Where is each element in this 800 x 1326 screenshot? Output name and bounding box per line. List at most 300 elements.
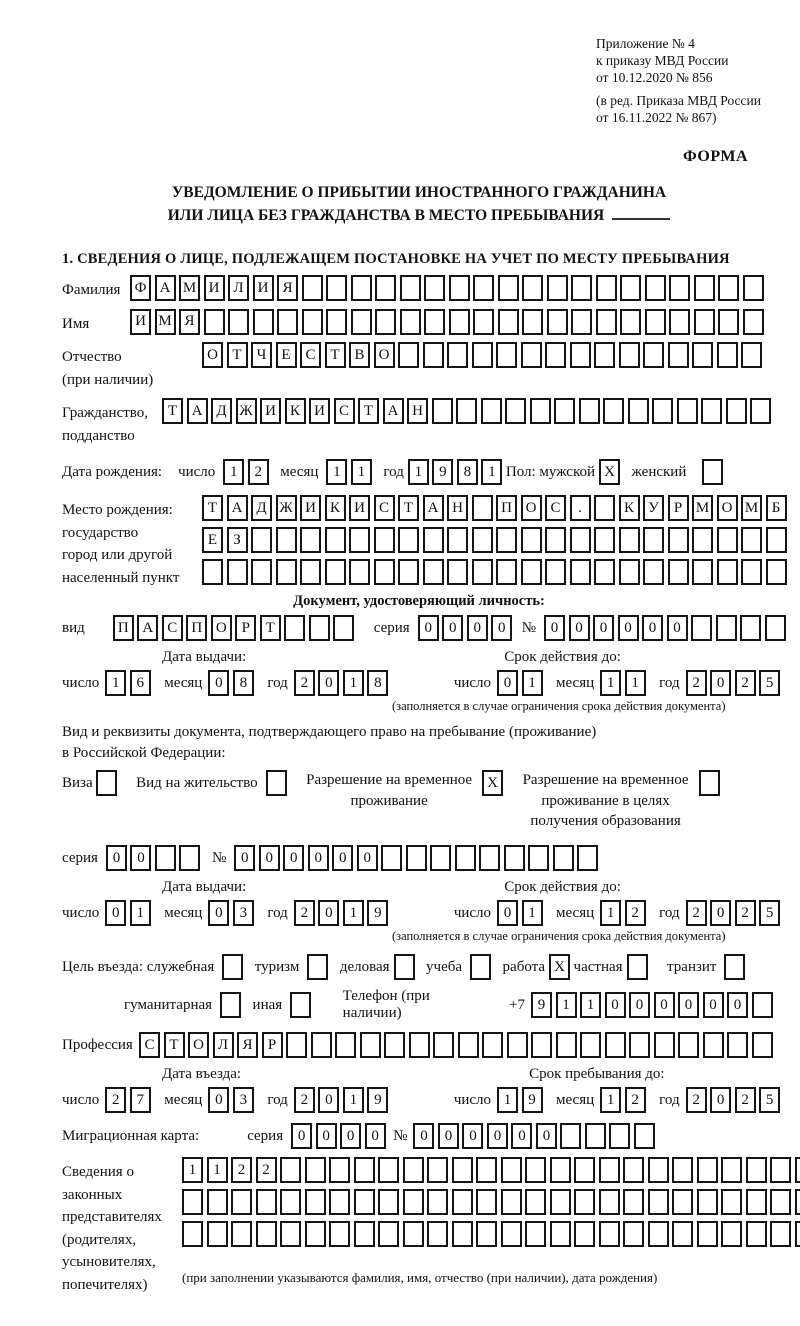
char-cell[interactable] — [522, 275, 543, 301]
char-cell[interactable]: А — [227, 495, 248, 521]
char-cell[interactable]: . — [570, 495, 591, 521]
char-cell[interactable] — [620, 309, 641, 335]
char-cell[interactable] — [724, 954, 745, 980]
char-cell[interactable]: 0 — [340, 1123, 361, 1149]
char-cell[interactable]: Т — [164, 1032, 185, 1058]
char-cell[interactable] — [351, 309, 372, 335]
char-cell[interactable]: 0 — [413, 1123, 434, 1149]
char-cell[interactable]: 0 — [442, 615, 463, 641]
char-cell[interactable] — [472, 527, 493, 553]
char-cell[interactable]: С — [162, 615, 183, 641]
char-cell[interactable]: X — [482, 770, 503, 796]
char-cell[interactable] — [648, 1157, 669, 1183]
char-cell[interactable] — [349, 559, 370, 585]
char-cell[interactable] — [202, 559, 223, 585]
char-cell[interactable]: 0 — [569, 615, 590, 641]
char-cell[interactable]: Т — [162, 398, 183, 424]
char-cell[interactable] — [672, 1189, 693, 1215]
char-cell[interactable] — [634, 1123, 655, 1149]
char-cell[interactable] — [458, 1032, 479, 1058]
char-cell[interactable]: 2 — [248, 459, 269, 485]
char-cell[interactable] — [277, 309, 298, 335]
char-cell[interactable]: О — [717, 495, 738, 521]
char-cell[interactable] — [501, 1157, 522, 1183]
char-cell[interactable] — [643, 342, 664, 368]
char-cell[interactable]: 0 — [703, 992, 724, 1018]
char-cell[interactable]: К — [285, 398, 306, 424]
char-cell[interactable] — [333, 615, 354, 641]
char-cell[interactable] — [605, 1032, 626, 1058]
char-cell[interactable]: 0 — [105, 900, 126, 926]
char-cell[interactable] — [594, 342, 615, 368]
char-cell[interactable] — [691, 615, 712, 641]
char-cell[interactable] — [360, 1032, 381, 1058]
char-cell[interactable] — [329, 1157, 350, 1183]
char-cell[interactable]: X — [599, 459, 620, 485]
char-cell[interactable]: П — [113, 615, 134, 641]
char-cell[interactable]: Т — [358, 398, 379, 424]
char-cell[interactable] — [521, 527, 542, 553]
char-cell[interactable]: 0 — [629, 992, 650, 1018]
char-cell[interactable] — [433, 1032, 454, 1058]
char-cell[interactable] — [672, 1221, 693, 1247]
char-cell[interactable]: 1 — [130, 900, 151, 926]
char-cell[interactable]: 2 — [735, 900, 756, 926]
char-cell[interactable]: М — [155, 309, 176, 335]
char-cell[interactable] — [766, 527, 787, 553]
char-cell[interactable] — [302, 275, 323, 301]
char-cell[interactable]: 0 — [605, 992, 626, 1018]
char-cell[interactable]: В — [349, 342, 370, 368]
char-cell[interactable] — [643, 559, 664, 585]
char-cell[interactable] — [721, 1189, 742, 1215]
char-cell[interactable]: 0 — [259, 845, 280, 871]
char-cell[interactable] — [470, 954, 491, 980]
char-cell[interactable] — [750, 398, 771, 424]
char-cell[interactable] — [623, 1221, 644, 1247]
char-cell[interactable] — [741, 342, 762, 368]
char-cell[interactable]: 1 — [343, 900, 364, 926]
char-cell[interactable] — [770, 1221, 791, 1247]
char-cell[interactable] — [643, 527, 664, 553]
char-cell[interactable]: 0 — [291, 1123, 312, 1149]
char-cell[interactable] — [580, 1032, 601, 1058]
char-cell[interactable]: 9 — [367, 900, 388, 926]
char-cell[interactable] — [398, 342, 419, 368]
char-cell[interactable] — [253, 309, 274, 335]
char-cell[interactable] — [501, 1221, 522, 1247]
char-cell[interactable] — [654, 1032, 675, 1058]
char-cell[interactable] — [603, 398, 624, 424]
char-cell[interactable] — [473, 275, 494, 301]
char-cell[interactable] — [447, 559, 468, 585]
char-cell[interactable] — [668, 527, 689, 553]
char-cell[interactable] — [423, 527, 444, 553]
char-cell[interactable]: 1 — [522, 900, 543, 926]
char-cell[interactable] — [476, 1221, 497, 1247]
char-cell[interactable] — [770, 1189, 791, 1215]
char-cell[interactable]: Р — [235, 615, 256, 641]
char-cell[interactable] — [585, 1123, 606, 1149]
char-cell[interactable]: П — [186, 615, 207, 641]
char-cell[interactable] — [501, 1189, 522, 1215]
char-cell[interactable] — [677, 398, 698, 424]
char-cell[interactable] — [599, 1221, 620, 1247]
char-cell[interactable] — [594, 527, 615, 553]
char-cell[interactable] — [207, 1189, 228, 1215]
char-cell[interactable] — [406, 845, 427, 871]
char-cell[interactable] — [351, 275, 372, 301]
char-cell[interactable]: 8 — [457, 459, 478, 485]
char-cell[interactable]: 9 — [367, 1087, 388, 1113]
char-cell[interactable] — [430, 845, 451, 871]
char-cell[interactable] — [378, 1221, 399, 1247]
char-cell[interactable] — [609, 1123, 630, 1149]
char-cell[interactable] — [554, 398, 575, 424]
char-cell[interactable]: М — [741, 495, 762, 521]
char-cell[interactable] — [507, 1032, 528, 1058]
char-cell[interactable] — [398, 559, 419, 585]
char-cell[interactable]: Ч — [251, 342, 272, 368]
char-cell[interactable]: 1 — [600, 1087, 621, 1113]
char-cell[interactable] — [482, 1032, 503, 1058]
char-cell[interactable] — [629, 1032, 650, 1058]
char-cell[interactable] — [752, 1032, 773, 1058]
char-cell[interactable] — [378, 1157, 399, 1183]
char-cell[interactable] — [309, 615, 330, 641]
char-cell[interactable] — [550, 1157, 571, 1183]
char-cell[interactable]: И — [349, 495, 370, 521]
char-cell[interactable] — [795, 1157, 800, 1183]
char-cell[interactable] — [498, 275, 519, 301]
char-cell[interactable] — [222, 954, 243, 980]
char-cell[interactable]: 2 — [686, 1087, 707, 1113]
char-cell[interactable]: 0 — [497, 670, 518, 696]
char-cell[interactable]: 6 — [130, 670, 151, 696]
char-cell[interactable] — [525, 1157, 546, 1183]
char-cell[interactable] — [427, 1189, 448, 1215]
char-cell[interactable] — [496, 342, 517, 368]
char-cell[interactable] — [472, 559, 493, 585]
char-cell[interactable]: 2 — [294, 670, 315, 696]
char-cell[interactable]: 9 — [522, 1087, 543, 1113]
char-cell[interactable] — [766, 559, 787, 585]
char-cell[interactable]: 3 — [233, 1087, 254, 1113]
char-cell[interactable]: О — [211, 615, 232, 641]
char-cell[interactable]: И — [130, 309, 151, 335]
char-cell[interactable]: О — [521, 495, 542, 521]
char-cell[interactable]: 0 — [487, 1123, 508, 1149]
char-cell[interactable]: Н — [407, 398, 428, 424]
char-cell[interactable]: А — [423, 495, 444, 521]
char-cell[interactable]: И — [260, 398, 281, 424]
char-cell[interactable] — [692, 342, 713, 368]
char-cell[interactable]: 2 — [735, 1087, 756, 1113]
char-cell[interactable]: Т — [227, 342, 248, 368]
char-cell[interactable] — [752, 992, 773, 1018]
char-cell[interactable] — [403, 1221, 424, 1247]
char-cell[interactable]: Ф — [130, 275, 151, 301]
char-cell[interactable] — [718, 275, 739, 301]
char-cell[interactable] — [472, 342, 493, 368]
char-cell[interactable] — [648, 1189, 669, 1215]
char-cell[interactable] — [741, 527, 762, 553]
char-cell[interactable] — [525, 1189, 546, 1215]
char-cell[interactable]: 3 — [233, 900, 254, 926]
char-cell[interactable] — [231, 1189, 252, 1215]
char-cell[interactable] — [305, 1189, 326, 1215]
char-cell[interactable]: 0 — [130, 845, 151, 871]
char-cell[interactable] — [692, 559, 713, 585]
char-cell[interactable] — [449, 309, 470, 335]
char-cell[interactable] — [599, 1189, 620, 1215]
char-cell[interactable] — [335, 1032, 356, 1058]
char-cell[interactable]: 2 — [231, 1157, 252, 1183]
char-cell[interactable] — [326, 275, 347, 301]
char-cell[interactable] — [652, 398, 673, 424]
char-cell[interactable] — [594, 559, 615, 585]
char-cell[interactable]: 0 — [678, 992, 699, 1018]
char-cell[interactable] — [403, 1157, 424, 1183]
char-cell[interactable]: 0 — [710, 670, 731, 696]
char-cell[interactable]: 2 — [625, 1087, 646, 1113]
char-cell[interactable] — [701, 398, 722, 424]
char-cell[interactable]: К — [325, 495, 346, 521]
char-cell[interactable] — [284, 615, 305, 641]
char-cell[interactable] — [290, 992, 311, 1018]
char-cell[interactable] — [545, 559, 566, 585]
char-cell[interactable] — [717, 559, 738, 585]
char-cell[interactable] — [394, 954, 415, 980]
char-cell[interactable] — [424, 275, 445, 301]
char-cell[interactable] — [574, 1221, 595, 1247]
char-cell[interactable] — [228, 309, 249, 335]
char-cell[interactable] — [727, 1032, 748, 1058]
char-cell[interactable] — [570, 527, 591, 553]
char-cell[interactable] — [795, 1221, 800, 1247]
char-cell[interactable]: З — [227, 527, 248, 553]
char-cell[interactable]: О — [188, 1032, 209, 1058]
char-cell[interactable]: 1 — [556, 992, 577, 1018]
char-cell[interactable]: 0 — [316, 1123, 337, 1149]
char-cell[interactable] — [204, 309, 225, 335]
char-cell[interactable]: 1 — [343, 670, 364, 696]
char-cell[interactable] — [449, 275, 470, 301]
char-cell[interactable]: Д — [211, 398, 232, 424]
char-cell[interactable] — [697, 1221, 718, 1247]
char-cell[interactable] — [423, 559, 444, 585]
char-cell[interactable] — [668, 559, 689, 585]
char-cell[interactable] — [574, 1189, 595, 1215]
char-cell[interactable] — [447, 527, 468, 553]
char-cell[interactable]: 1 — [522, 670, 543, 696]
char-cell[interactable] — [718, 309, 739, 335]
char-cell[interactable] — [577, 845, 598, 871]
char-cell[interactable]: 5 — [759, 670, 780, 696]
char-cell[interactable] — [553, 845, 574, 871]
char-cell[interactable] — [741, 559, 762, 585]
char-cell[interactable] — [717, 342, 738, 368]
char-cell[interactable]: 5 — [759, 1087, 780, 1113]
char-cell[interactable]: 1 — [497, 1087, 518, 1113]
char-cell[interactable] — [498, 309, 519, 335]
char-cell[interactable]: 0 — [283, 845, 304, 871]
char-cell[interactable]: 0 — [618, 615, 639, 641]
char-cell[interactable] — [645, 309, 666, 335]
char-cell[interactable]: Б — [766, 495, 787, 521]
char-cell[interactable]: А — [155, 275, 176, 301]
char-cell[interactable] — [96, 770, 117, 796]
char-cell[interactable] — [378, 1189, 399, 1215]
char-cell[interactable] — [740, 615, 761, 641]
char-cell[interactable] — [672, 1157, 693, 1183]
char-cell[interactable]: И — [204, 275, 225, 301]
char-cell[interactable]: И — [300, 495, 321, 521]
char-cell[interactable] — [770, 1157, 791, 1183]
char-cell[interactable] — [179, 845, 200, 871]
char-cell[interactable] — [746, 1157, 767, 1183]
char-cell[interactable] — [329, 1221, 350, 1247]
char-cell[interactable]: 1 — [182, 1157, 203, 1183]
char-cell[interactable]: И — [309, 398, 330, 424]
char-cell[interactable]: О — [374, 342, 395, 368]
char-cell[interactable] — [521, 559, 542, 585]
char-cell[interactable] — [354, 1157, 375, 1183]
char-cell[interactable] — [384, 1032, 405, 1058]
char-cell[interactable] — [560, 1123, 581, 1149]
char-cell[interactable] — [504, 845, 525, 871]
char-cell[interactable] — [599, 1157, 620, 1183]
char-cell[interactable]: 0 — [234, 845, 255, 871]
char-cell[interactable] — [305, 1221, 326, 1247]
char-cell[interactable] — [550, 1189, 571, 1215]
char-cell[interactable] — [227, 559, 248, 585]
char-cell[interactable] — [620, 275, 641, 301]
char-cell[interactable]: С — [300, 342, 321, 368]
char-cell[interactable] — [531, 1032, 552, 1058]
char-cell[interactable] — [496, 559, 517, 585]
char-cell[interactable]: Ж — [236, 398, 257, 424]
char-cell[interactable]: 1 — [600, 670, 621, 696]
char-cell[interactable]: 9 — [432, 459, 453, 485]
char-cell[interactable]: 8 — [233, 670, 254, 696]
char-cell[interactable]: 1 — [625, 670, 646, 696]
char-cell[interactable]: 0 — [491, 615, 512, 641]
char-cell[interactable]: Т — [325, 342, 346, 368]
char-cell[interactable]: 2 — [294, 900, 315, 926]
char-cell[interactable] — [231, 1221, 252, 1247]
char-cell[interactable] — [398, 527, 419, 553]
char-cell[interactable]: 0 — [318, 670, 339, 696]
char-cell[interactable] — [545, 527, 566, 553]
char-cell[interactable] — [694, 275, 715, 301]
char-cell[interactable] — [645, 275, 666, 301]
char-cell[interactable] — [596, 275, 617, 301]
char-cell[interactable]: С — [374, 495, 395, 521]
char-cell[interactable] — [623, 1157, 644, 1183]
char-cell[interactable] — [400, 275, 421, 301]
char-cell[interactable]: П — [496, 495, 517, 521]
char-cell[interactable] — [547, 309, 568, 335]
char-cell[interactable]: 0 — [544, 615, 565, 641]
char-cell[interactable] — [746, 1221, 767, 1247]
char-cell[interactable] — [452, 1189, 473, 1215]
char-cell[interactable] — [726, 398, 747, 424]
char-cell[interactable] — [721, 1221, 742, 1247]
char-cell[interactable] — [251, 559, 272, 585]
char-cell[interactable] — [678, 1032, 699, 1058]
char-cell[interactable] — [311, 1032, 332, 1058]
char-cell[interactable] — [481, 398, 502, 424]
char-cell[interactable] — [702, 459, 723, 485]
char-cell[interactable]: А — [137, 615, 158, 641]
char-cell[interactable] — [479, 845, 500, 871]
char-cell[interactable] — [619, 342, 640, 368]
char-cell[interactable] — [325, 559, 346, 585]
char-cell[interactable] — [354, 1221, 375, 1247]
char-cell[interactable] — [207, 1221, 228, 1247]
char-cell[interactable]: Ж — [276, 495, 297, 521]
char-cell[interactable] — [423, 342, 444, 368]
char-cell[interactable] — [326, 309, 347, 335]
char-cell[interactable] — [528, 845, 549, 871]
char-cell[interactable] — [505, 398, 526, 424]
char-cell[interactable]: 0 — [727, 992, 748, 1018]
char-cell[interactable] — [220, 992, 241, 1018]
char-cell[interactable] — [743, 309, 764, 335]
char-cell[interactable]: 0 — [667, 615, 688, 641]
char-cell[interactable]: 1 — [580, 992, 601, 1018]
char-cell[interactable] — [522, 309, 543, 335]
char-cell[interactable] — [302, 309, 323, 335]
char-cell[interactable] — [251, 527, 272, 553]
char-cell[interactable] — [424, 309, 445, 335]
char-cell[interactable] — [473, 309, 494, 335]
char-cell[interactable]: Л — [213, 1032, 234, 1058]
char-cell[interactable] — [280, 1221, 301, 1247]
char-cell[interactable]: А — [383, 398, 404, 424]
char-cell[interactable]: О — [202, 342, 223, 368]
char-cell[interactable]: 0 — [536, 1123, 557, 1149]
char-cell[interactable]: 0 — [511, 1123, 532, 1149]
char-cell[interactable]: С — [545, 495, 566, 521]
char-cell[interactable]: 8 — [367, 670, 388, 696]
char-cell[interactable] — [182, 1221, 203, 1247]
char-cell[interactable] — [496, 527, 517, 553]
char-cell[interactable] — [403, 1189, 424, 1215]
char-cell[interactable]: 2 — [686, 900, 707, 926]
char-cell[interactable] — [571, 309, 592, 335]
char-cell[interactable]: 0 — [318, 900, 339, 926]
char-cell[interactable]: 1 — [351, 459, 372, 485]
char-cell[interactable] — [452, 1157, 473, 1183]
char-cell[interactable] — [550, 1221, 571, 1247]
char-cell[interactable] — [427, 1157, 448, 1183]
char-cell[interactable] — [746, 1189, 767, 1215]
char-cell[interactable]: 0 — [710, 1087, 731, 1113]
char-cell[interactable] — [455, 845, 476, 871]
char-cell[interactable] — [374, 559, 395, 585]
char-cell[interactable]: 0 — [365, 1123, 386, 1149]
char-cell[interactable]: Я — [237, 1032, 258, 1058]
char-cell[interactable] — [594, 495, 615, 521]
char-cell[interactable] — [579, 398, 600, 424]
char-cell[interactable] — [525, 1221, 546, 1247]
char-cell[interactable]: 2 — [735, 670, 756, 696]
char-cell[interactable] — [669, 309, 690, 335]
char-cell[interactable] — [280, 1157, 301, 1183]
char-cell[interactable] — [692, 527, 713, 553]
